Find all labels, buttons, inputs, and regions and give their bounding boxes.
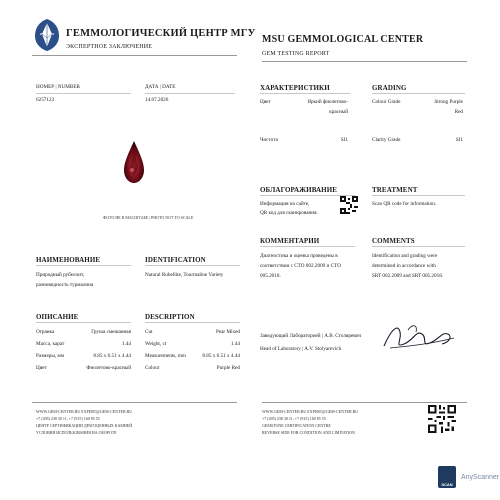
desc-en-value: 1.44 xyxy=(230,341,240,347)
footer-ru-line2: +7 (495) 238 30 11, +7 (915) 160 85 55 xyxy=(36,416,100,421)
signature-line-ru: Заведующий Лабораторией | А.В. Столяревич xyxy=(260,333,362,339)
desc-en-label: Cut xyxy=(145,329,153,335)
desc-en-label: Colour xyxy=(145,365,160,371)
title-en: MSU GEMMOLOGICAL CENTER xyxy=(262,34,424,45)
divider xyxy=(262,61,467,62)
identification-header: IDENTIFICATION xyxy=(145,256,206,264)
treatment-text-ru-2: QR код для сканирования. xyxy=(260,210,318,216)
photo-caption: ФОТО НЕ В МАСШТАБЕ | PHOTO NOT TO SCALE xyxy=(103,215,194,220)
divider xyxy=(260,246,355,247)
desc-ru-label: Размеры, мм xyxy=(36,353,64,359)
signature-line-en: Head of Laboratory | A.V. Stolyarevich xyxy=(260,346,342,352)
divider xyxy=(145,322,240,323)
desc-ru-value: Фиолетово-красный xyxy=(86,365,131,371)
scan-badge-icon xyxy=(438,466,456,488)
color-grade-value-1: Strong Purple xyxy=(434,99,463,105)
divider xyxy=(262,402,467,403)
identification-value: Natural Rubellite, Tourmaline Variety xyxy=(145,272,224,278)
report-number: 6257123 xyxy=(36,97,55,103)
desc-ru-label: Огранка xyxy=(36,329,55,335)
footer-ru-line4: УСЛОВИЯ ИСПОЛЬЗОВАНИЯ НА ОБОРОТЕ xyxy=(36,430,117,435)
desc-en-label: Measurements, mm xyxy=(145,353,186,359)
report-date: 14.07.2026 xyxy=(145,97,169,103)
comments-text-ru-1: Диагностика и оценка проведены в xyxy=(260,253,338,259)
desc-ru-value: 8.85 x 6.51 x 4.44 xyxy=(93,353,131,359)
comments-text-en-1: Identification and grading were xyxy=(372,253,438,259)
anyscanner-watermark: AnyScanner xyxy=(461,474,500,481)
color-grade-label: Colour Grade xyxy=(372,99,401,105)
divider xyxy=(36,93,131,94)
desc-en-value: Purple Red xyxy=(216,365,240,371)
grading-header: GRADING xyxy=(372,84,407,92)
color-value-ru-2: красный xyxy=(329,109,348,115)
clarity-label-ru: Чистота xyxy=(260,137,278,143)
comments-header-en: COMMENTS xyxy=(372,237,415,245)
treatment-text-ru-1: Информация на сайте, xyxy=(260,201,310,207)
desc-ru-label: Масса, карат xyxy=(36,341,65,347)
divider xyxy=(32,55,237,56)
qr-code-icon[interactable] xyxy=(428,405,456,433)
desc-ru-value: 1.44 xyxy=(121,341,131,347)
desc-en-label: Weight, ct xyxy=(145,341,167,347)
clarity-grade-value: SI1 xyxy=(455,137,463,143)
description-header-en: DESCRIPTION xyxy=(145,313,195,321)
footer-ru-line3: ЦЕНТР СЕРТИФИКАЦИИ ДРАГОЦЕННЫХ КАМНЕЙ xyxy=(36,423,133,428)
qr-code-icon[interactable] xyxy=(340,196,358,214)
naming-value-1: Природный рубеллит, xyxy=(36,272,85,278)
subtitle-en: GEM TESTING REPORT xyxy=(262,51,330,57)
subtitle-ru: ЭКСПЕРТНОЕ ЗАКЛЮЧЕНИЕ xyxy=(66,44,153,50)
divider xyxy=(372,246,465,247)
description-header-ru: ОПИСАНИЕ xyxy=(36,313,79,321)
characteristics-header: ХАРАКТЕРИСТИКИ xyxy=(260,84,330,92)
treatment-header-ru: ОБЛАГОРАЖИВАНИЕ xyxy=(260,186,338,194)
naming-header: НАИМЕНОВАНИЕ xyxy=(36,256,101,264)
divider xyxy=(145,93,235,94)
number-label: НОМЕР | NUMBER xyxy=(36,84,80,90)
footer-en-line4: REVERSE SIDE FOR CONDITION AND LIMITATION xyxy=(262,430,355,435)
divider xyxy=(32,402,237,403)
gem-photo-icon xyxy=(123,140,145,184)
color-label-ru: Цвет xyxy=(260,99,271,105)
desc-en-value: Pear Mixed xyxy=(215,329,240,335)
divider xyxy=(260,93,350,94)
color-value-ru-1: Яркий фиолетово- xyxy=(307,99,348,105)
divider xyxy=(145,265,240,266)
footer-en-line3: GEMSTONE CERTIFICATION CENTRE xyxy=(262,423,331,428)
footer-en-line1: WWW.GEM-CENTER.RU EXPERT@GEM-CENTER.RU xyxy=(262,409,359,414)
divider xyxy=(372,195,465,196)
clarity-grade-label: Clarity Grade xyxy=(372,137,401,143)
desc-ru-label: Цвет xyxy=(36,365,47,371)
divider xyxy=(372,93,465,94)
treatment-text-en: Scan QR code for information. xyxy=(372,201,437,207)
comments-text-ru-3: 005.2018. xyxy=(260,273,281,279)
color-grade-value-2: Red xyxy=(454,109,463,115)
footer-en-line2: +7 (495) 238 30 11, +7 (915) 160 85 55 xyxy=(262,416,326,421)
desc-ru-value: Груша смешанная xyxy=(91,329,131,335)
date-label: ДАТА | DATE xyxy=(145,84,176,90)
comments-text-ru-2: соответствии с СТО 002.2009 и СТО xyxy=(260,263,341,269)
clarity-value-ru: SI1 xyxy=(340,137,348,143)
naming-value-2: разновидность турмалина xyxy=(36,282,94,288)
scan-badge-label: SCAN xyxy=(441,482,453,487)
comments-text-en-3: SRT 002.2009 and SRT 005.2018. xyxy=(372,273,444,279)
divider xyxy=(36,265,131,266)
footer-ru-line1: WWW.GEM-CENTER.RU EXPERT@GEM-CENTER.RU xyxy=(36,409,133,414)
title-ru: ГЕММОЛОГИЧЕСКИЙ ЦЕНТР МГУ xyxy=(66,28,256,39)
msu-logo-icon xyxy=(32,18,62,52)
treatment-header-en: TREATMENT xyxy=(372,186,418,194)
comments-text-en-2: determined in accordance with xyxy=(372,263,436,269)
divider xyxy=(36,322,131,323)
comments-header-ru: КОММЕНТАРИИ xyxy=(260,237,320,245)
desc-en-value: 8.85 x 6.51 x 4.44 xyxy=(202,353,240,359)
signature-icon xyxy=(380,318,458,358)
